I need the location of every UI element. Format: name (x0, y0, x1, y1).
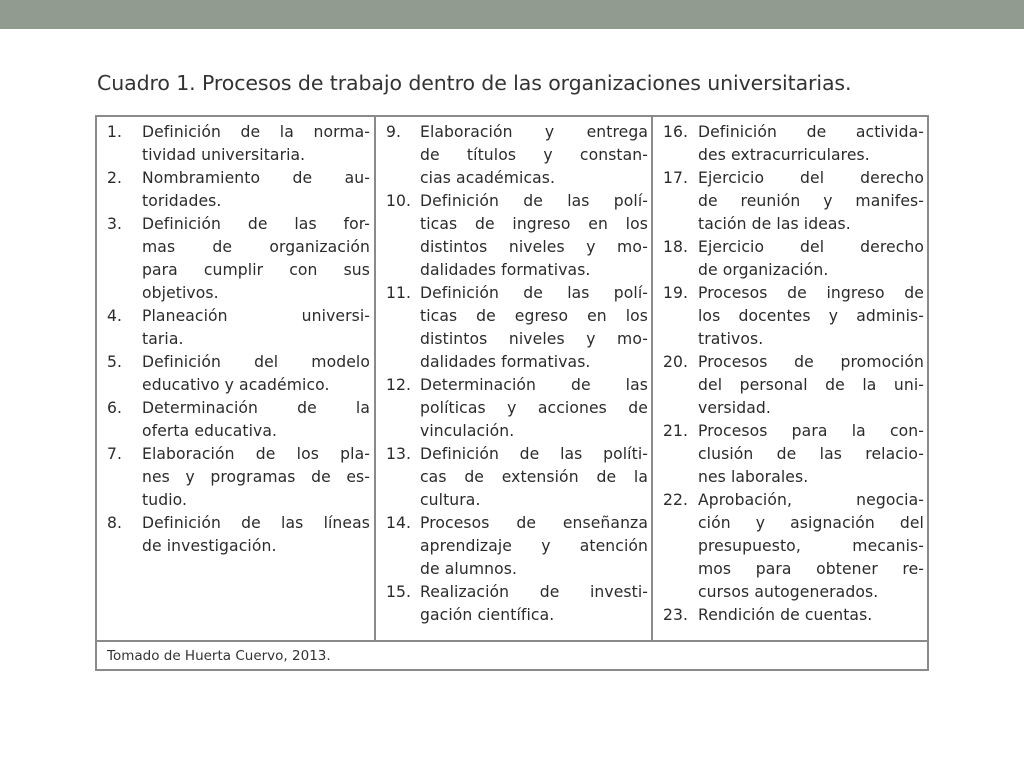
process-item-line: Aprobación, negocia- (698, 491, 924, 509)
process-item-line: ción y asignación del (698, 514, 924, 532)
process-item-line: presupuesto, mecanis- (698, 537, 924, 555)
process-item-line: toridades. (142, 192, 222, 210)
process-item (107, 351, 370, 397)
table-column-1 (97, 117, 376, 640)
process-item-line: del personal de la uni- (698, 376, 924, 394)
process-item (386, 190, 648, 282)
process-item-text (663, 604, 924, 627)
process-item-line: objetivos. (142, 284, 219, 302)
process-item-line: vinculación. (420, 422, 515, 440)
process-item-line: de alumnos. (420, 560, 518, 578)
process-item-line: de títulos y constan- (420, 146, 648, 164)
process-item-line: Determinación de la (142, 399, 370, 417)
process-item-line: trativos. (698, 330, 764, 348)
process-item-line: cas de extensión de la (420, 468, 648, 486)
process-item-line: Definición de las polí- (420, 192, 648, 210)
process-item-line: educativo y académico. (142, 376, 330, 394)
process-item-line: gación científica. (420, 606, 555, 624)
process-item-line: los docentes y adminis- (698, 307, 924, 325)
process-item-line: Definición del modelo (142, 353, 370, 371)
process-item-line: Planeación universi- (142, 307, 370, 325)
process-item-number: 11. (386, 284, 412, 302)
process-list-column-1 (107, 121, 370, 558)
process-item-text (663, 489, 924, 604)
process-item-line: Elaboración y entrega (420, 123, 648, 141)
process-item (107, 167, 370, 213)
process-item-line: cursos autogenerados. (698, 583, 879, 601)
process-item-number: 20. (663, 353, 689, 371)
process-item (386, 443, 648, 512)
process-item-line: Rendición de cuentas. (698, 606, 873, 624)
process-item-text (107, 443, 370, 512)
process-item (386, 374, 648, 443)
process-item-text (386, 581, 648, 627)
process-item-number: 1. (107, 123, 123, 141)
process-item-text (386, 121, 648, 190)
process-item (107, 305, 370, 351)
process-item-line: Determinación de las (420, 376, 648, 394)
process-item (107, 397, 370, 443)
process-item-text (386, 443, 648, 512)
process-item-line: ticas de ingreso en los (420, 215, 648, 233)
process-item-line: para cumplir con sus (142, 261, 370, 279)
process-item-line: clusión de las relacio- (698, 445, 924, 463)
process-item-line: cultura. (420, 491, 481, 509)
process-item-text (386, 374, 648, 443)
process-item-line: políticas y acciones de (420, 399, 648, 417)
process-item (386, 121, 648, 190)
process-item-text (107, 512, 370, 558)
process-item-text (107, 351, 370, 397)
slide-header-bar (0, 0, 1024, 29)
table-column-3 (653, 117, 927, 640)
process-item-line: Procesos de promoción (698, 353, 924, 371)
process-item-number: 16. (663, 123, 689, 141)
process-item-number: 9. (386, 123, 402, 141)
process-item-line: distintos niveles y mo- (420, 330, 648, 348)
process-item-number: 18. (663, 238, 689, 256)
process-item (663, 282, 924, 351)
process-item-text (107, 121, 370, 167)
process-item-number: 8. (107, 514, 123, 532)
table-footer (97, 640, 927, 669)
process-item-number: 14. (386, 514, 412, 532)
process-item (663, 236, 924, 282)
process-item-line: Definición de las políti- (420, 445, 648, 463)
process-item (386, 512, 648, 581)
process-item-text (386, 282, 648, 374)
process-item-number: 5. (107, 353, 123, 371)
process-item (107, 213, 370, 305)
process-item-number: 17. (663, 169, 689, 187)
process-item (663, 420, 924, 489)
process-item (663, 167, 924, 236)
process-item-number: 6. (107, 399, 123, 417)
process-item-line: Procesos para la con- (698, 422, 924, 440)
process-item-line: cias académicas. (420, 169, 556, 187)
process-item-line: tudio. (142, 491, 188, 509)
process-item-line: Elaboración de los pla- (142, 445, 370, 463)
process-item-line: de investigación. (142, 537, 277, 555)
process-item-line: dalidades formativas. (420, 353, 591, 371)
process-item-text (663, 282, 924, 351)
process-item (107, 512, 370, 558)
process-item-line: Realización de investi- (420, 583, 648, 601)
process-item-line: ticas de egreso en los (420, 307, 648, 325)
process-item-line: de reunión y manifes- (698, 192, 924, 210)
process-item-line: Definición de las líneas (142, 514, 370, 532)
process-list-column-3 (663, 121, 924, 627)
source-note: Tomado de Huerta Cuervo, 2013. (107, 648, 331, 664)
process-item-line: Definición de las for- (142, 215, 370, 233)
process-table (95, 115, 929, 671)
process-item-line: tividad universitaria. (142, 146, 306, 164)
process-item-line: Procesos de enseñanza (420, 514, 648, 532)
process-item-number: 23. (663, 606, 689, 624)
process-item-text (107, 397, 370, 443)
process-item-line: Definición de activida- (698, 123, 924, 141)
process-item-number: 4. (107, 307, 123, 325)
table-column-2 (376, 117, 653, 640)
process-item-number: 15. (386, 583, 412, 601)
process-item-line: Ejercicio del derecho (698, 169, 924, 187)
process-item (386, 282, 648, 374)
process-item-number: 21. (663, 422, 689, 440)
process-item-line: versidad. (698, 399, 771, 417)
process-item-line: Ejercicio del derecho (698, 238, 924, 256)
process-item-text (663, 351, 924, 420)
process-item-line: Definición de las polí- (420, 284, 648, 302)
process-item-line: Nombramiento de au- (142, 169, 370, 187)
process-item (663, 604, 924, 627)
process-item-number: 3. (107, 215, 123, 233)
process-item-text (663, 167, 924, 236)
process-item-line: tación de las ideas. (698, 215, 851, 233)
process-item-line: nes laborales. (698, 468, 809, 486)
process-list-column-2 (386, 121, 648, 627)
process-item-number: 10. (386, 192, 412, 210)
process-item-line: mos para obtener re- (698, 560, 924, 578)
process-item (663, 121, 924, 167)
process-item (386, 581, 648, 627)
process-item-number: 22. (663, 491, 689, 509)
process-item (107, 121, 370, 167)
process-item-number: 2. (107, 169, 123, 187)
process-item-line: de organización. (698, 261, 829, 279)
process-item-number: 19. (663, 284, 689, 302)
process-item-line: Definición de la norma- (142, 123, 370, 141)
process-item-line: aprendizaje y atención (420, 537, 648, 555)
process-item (107, 443, 370, 512)
process-item-line: Procesos de ingreso de (698, 284, 924, 302)
process-item-text (107, 213, 370, 305)
process-item-line: distintos niveles y mo- (420, 238, 648, 256)
process-item-text (386, 512, 648, 581)
process-item-line: mas de organización (142, 238, 370, 256)
process-item-number: 7. (107, 445, 123, 463)
process-item-text (663, 121, 924, 167)
process-item-text (663, 420, 924, 489)
process-item-line: des extracurriculares. (698, 146, 870, 164)
process-item (663, 351, 924, 420)
process-item-text (107, 305, 370, 351)
process-item-line: taria. (142, 330, 184, 348)
process-item-text (107, 167, 370, 213)
process-item-number: 12. (386, 376, 412, 394)
process-item-number: 13. (386, 445, 412, 463)
process-item-line: oferta educativa. (142, 422, 278, 440)
process-item (663, 489, 924, 604)
table-caption: Cuadro 1. Procesos de trabajo dentro de las organizaciones universitarias. (97, 71, 852, 95)
process-item-line: nes y programas de es- (142, 468, 370, 486)
process-item-line: dalidades formativas. (420, 261, 591, 279)
process-item-text (663, 236, 924, 282)
process-item-text (386, 190, 648, 282)
